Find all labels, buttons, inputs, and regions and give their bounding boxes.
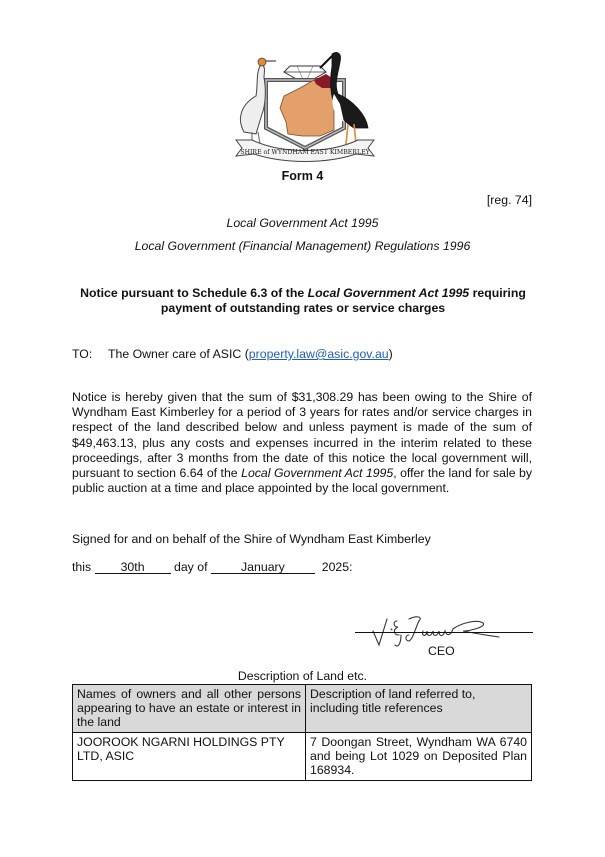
recipient-text: The Owner care of ASIC ( bbox=[108, 347, 249, 361]
to-label: TO: bbox=[72, 347, 93, 361]
recipient-email-link[interactable]: property.law@asic.gov.au bbox=[248, 347, 389, 361]
header-land-description: Description of land referred to, including title references bbox=[306, 685, 532, 733]
signature-line bbox=[355, 632, 533, 633]
day-of-label: day of bbox=[173, 560, 208, 574]
header-owners: Names of owners and all other persons appearing to have an estate or interest in the land bbox=[73, 685, 306, 733]
this-label: this bbox=[72, 560, 92, 574]
cell-land-description: 7 Doongan Street, Wyndham WA 6740 and being Lot 1029 on Deposited Plan 168934. bbox=[306, 733, 532, 781]
table-caption: Description of Land etc. bbox=[237, 669, 368, 683]
recipient-line bbox=[72, 347, 393, 361]
cell-owner-name: JOOROOK NGARNI HOLDINGS PTY LTD, ASIC bbox=[73, 733, 306, 781]
date-line bbox=[72, 560, 353, 574]
signer-title: CEO bbox=[428, 644, 455, 658]
signed-statement: Signed for and on behalf of the Shire of Wyndham East Kimberley bbox=[72, 532, 431, 546]
notice-body-part2: , offer the land for sale by public auction at a time and place appointed by the local government. bbox=[72, 466, 533, 496]
regulation-reference: [reg. 74] bbox=[486, 193, 532, 207]
notice-body-act: Local Government Act 1995 bbox=[241, 466, 394, 481]
notice-title bbox=[72, 286, 534, 316]
table-header-row bbox=[73, 685, 532, 733]
notice-title-part2: requiring payment of outstanding rates or service charges bbox=[160, 286, 526, 315]
notice-body-part1: Notice is hereby given that the sum of $31,308.29 has been owing to the Shire of Wyndham East Kimberley for a period of 3 years for rates and/or service charges in respect of the land described below and unless payment is made of the sum of $49,463.13, plus any costs and expenses incurred in the interim related to these proceedings, after 3 months from the date of this notice the local government will, pursuant to section 6.64 of the bbox=[72, 390, 532, 481]
month-field: January bbox=[211, 561, 315, 574]
table-row bbox=[73, 733, 532, 781]
year-text: 2025: bbox=[321, 560, 353, 574]
motto-text: SHIRE of WYNDHAM EAST KIMBERLEY bbox=[240, 149, 370, 156]
land-description-table bbox=[72, 684, 532, 781]
form-title: Form 4 bbox=[281, 169, 324, 183]
notice-body bbox=[72, 390, 532, 496]
shire-crest-icon bbox=[222, 44, 387, 162]
notice-title-part1: Notice pursuant to Schedule 6.3 of the bbox=[80, 286, 308, 300]
act-title: Local Government Act 1995 bbox=[226, 216, 379, 230]
recipient-close: ) bbox=[388, 347, 393, 361]
day-field: 30th bbox=[95, 561, 171, 574]
notice-title-act: Local Government Act 1995 bbox=[307, 286, 470, 300]
regulations-title: Local Government (Financial Management) Regulations 1996 bbox=[134, 239, 471, 253]
